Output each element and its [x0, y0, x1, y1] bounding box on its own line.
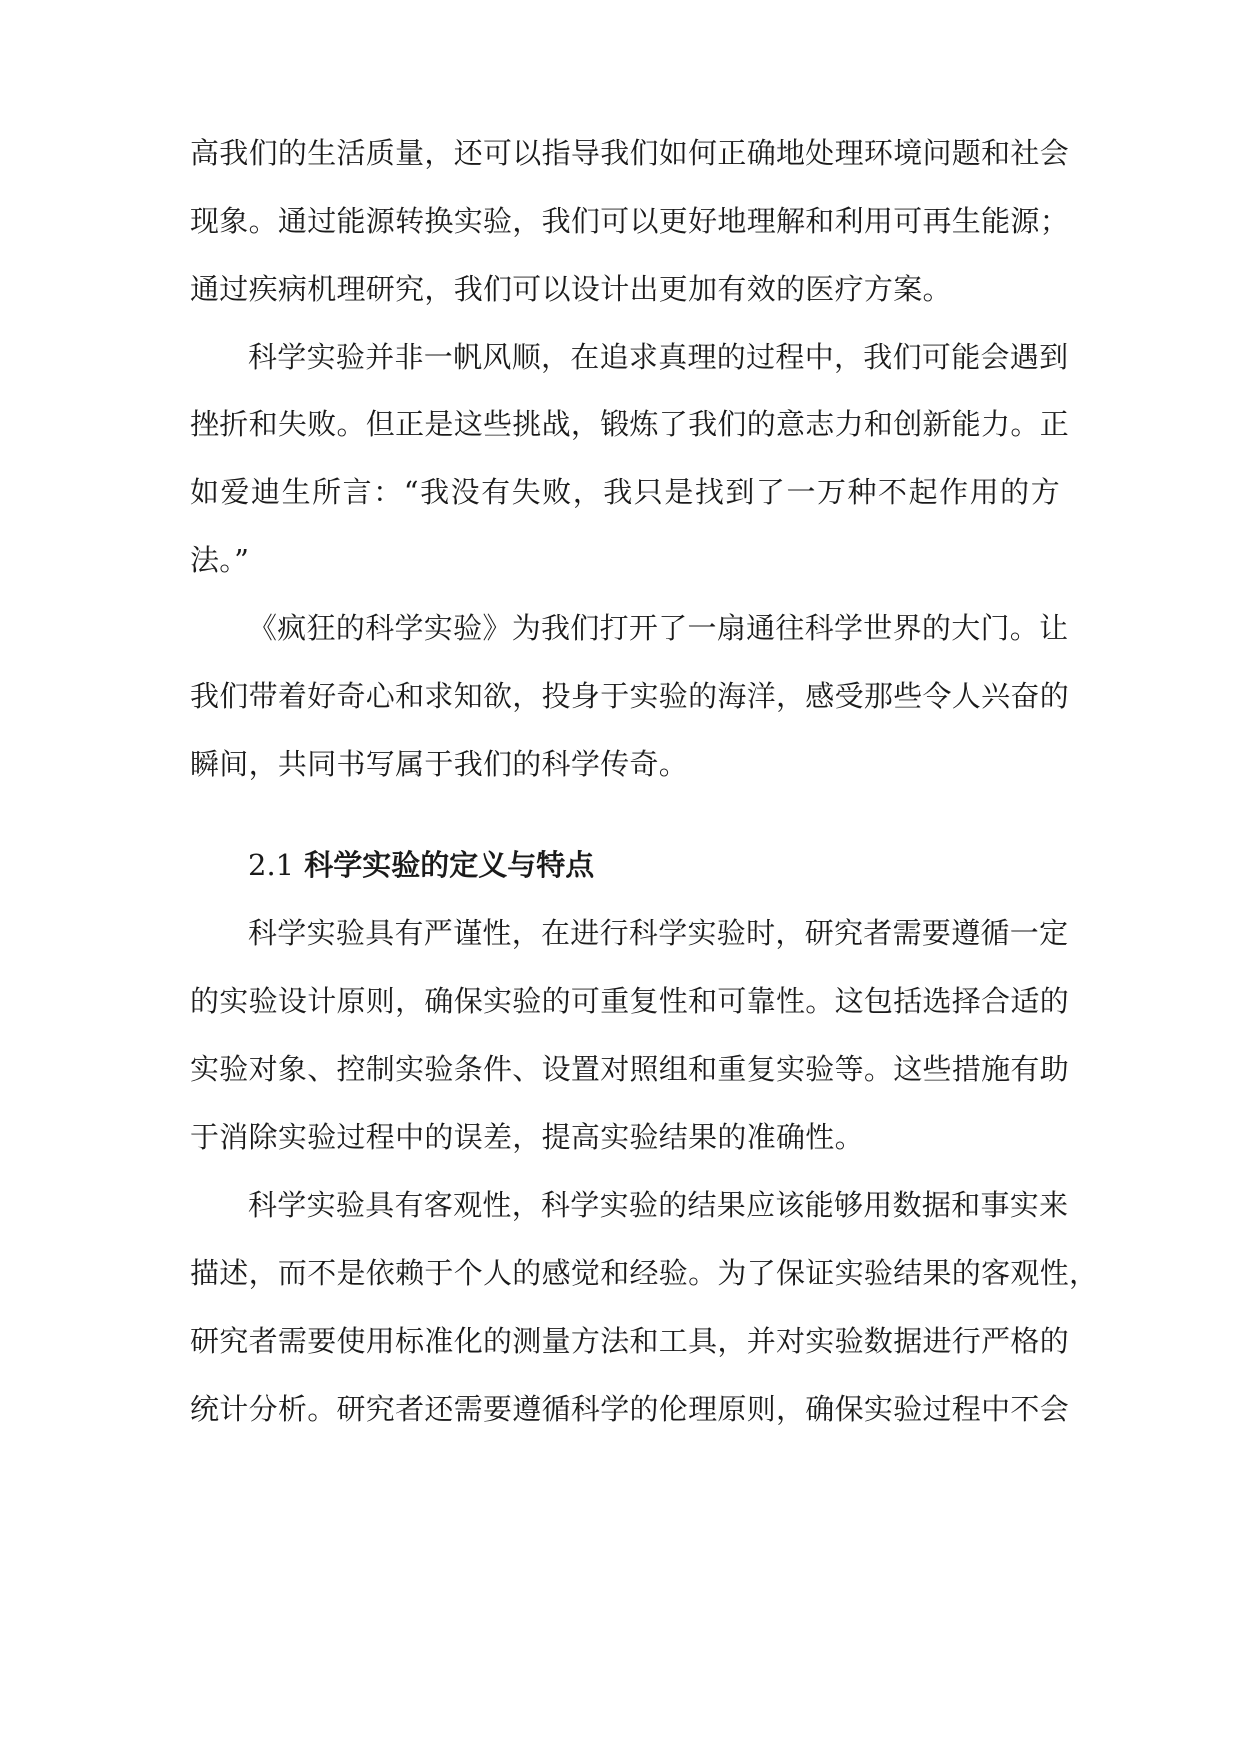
paragraph-line: 如爱迪生所言：“我没有失败，我只是找到了一万种不起作用的方 [190, 475, 1060, 509]
paragraph-line: 研究者需要使用标准化的测量方法和工具，并对实验数据进行严格的 [190, 1324, 1070, 1358]
paragraph-line: 通过疾病机理研究，我们可以设计出更加有效的医疗方案。 [190, 272, 952, 306]
paragraph-line: 于消除实验过程中的误差，提高实验结果的准确性。 [190, 1120, 864, 1154]
paragraph-line: 科学实验具有客观性，科学实验的结果应该能够用数据和事实来 [248, 1188, 1069, 1222]
paragraph-line: 瞬间，共同书写属于我们的科学传奇。 [190, 747, 689, 781]
paragraph-line: 的实验设计原则，确保实验的可重复性和可靠性。这包括选择合适的 [190, 984, 1070, 1018]
paragraph-line: 科学实验并非一帆风顺，在追求真理的过程中，我们可能会遇到 [248, 340, 1069, 374]
paragraph-line: 《疯狂的科学实验》为我们打开了一扇通往科学世界的大门。让 [248, 611, 1069, 645]
section-title: 科学实验的定义与特点 [304, 848, 595, 882]
paragraph-line: 法。” [190, 543, 250, 577]
paragraph-line: 统计分析。研究者还需要遵循科学的伦理原则，确保实验过程中不会 [190, 1392, 1070, 1426]
section-number: 2.1 [248, 848, 295, 882]
section-heading [248, 845, 594, 885]
paragraph-line: 描述，而不是依赖于个人的感觉和经验。为了保证实验结果的客观性， [190, 1256, 1099, 1290]
paragraph-line: 实验对象、控制实验条件、设置对照组和重复实验等。这些措施有助 [190, 1052, 1070, 1086]
paragraph-line: 高我们的生活质量，还可以指导我们如何正确地处理环境问题和社会 [190, 136, 1070, 170]
paragraph-line: 挫折和失败。但正是这些挑战，锻炼了我们的意志力和创新能力。正 [190, 407, 1070, 441]
paragraph-line: 现象。通过能源转换实验，我们可以更好地理解和利用可再生能源； [190, 204, 1070, 238]
paragraph-line: 我们带着好奇心和求知欲，投身于实验的海洋，感受那些令人兴奋的 [190, 679, 1070, 713]
paragraph-line: 科学实验具有严谨性，在进行科学实验时，研究者需要遵循一定 [248, 916, 1069, 950]
